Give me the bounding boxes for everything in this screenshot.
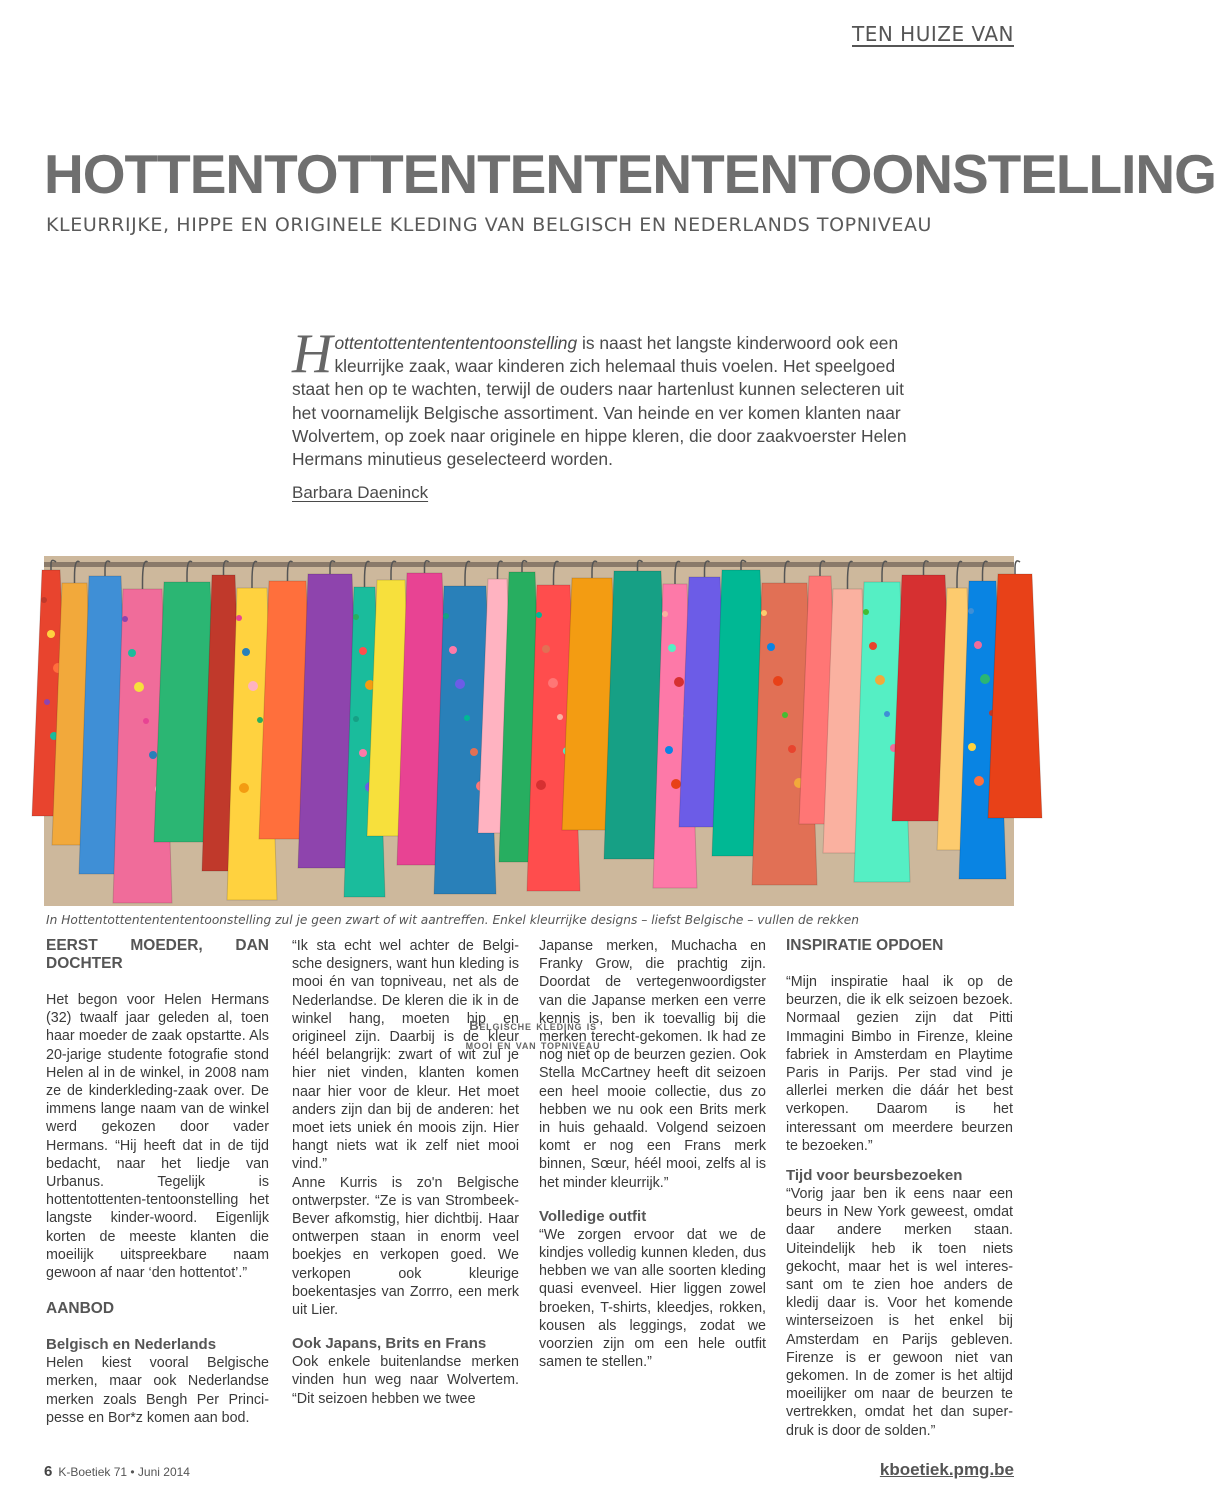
garment-pattern	[875, 675, 885, 685]
rack-rod	[44, 562, 1014, 567]
garment-pattern	[968, 743, 976, 751]
heading-inspiratie: INSPIRATIE OPDOEN	[786, 937, 944, 954]
clothing-rack-photo	[44, 556, 1014, 906]
column-4	[786, 937, 1013, 1440]
col1-paragraph-1: Het begon voor Helen Hermans (32) twaalf jaar geleden al, toen haar moeder de zaak opstartte. Als 20-jarige studente fotografie stond Helen al in de winkel, in 2008 nam ze de kinderkleding-zaak over. De immens lange naam van de winkel werd gekozen door vader Hermans. “Hij heeft dat in de tijd bedacht, naar het liedje van Urbanus. Tegelijk is hottentottenten-tentoonstelling het langste kinder-woord. Eigenlijk korten de meeste klanten die moeilijk uitspreekbare naam gewoon af naar ‘den hottentot’.”	[46, 992, 269, 1282]
drop-cap: H	[292, 323, 333, 385]
garment-pattern	[869, 642, 877, 650]
garment-pattern	[557, 714, 563, 720]
subheading-volledige-outfit: Volledige outfit	[539, 1207, 647, 1225]
garment-pattern	[671, 779, 681, 789]
garment-pattern	[248, 681, 258, 691]
garment-pattern	[863, 609, 869, 615]
garment-pattern	[236, 615, 242, 621]
footer-issue-info	[44, 1463, 190, 1480]
photo-caption: In Hottentottententententoonstelling zul je geen zwart of wit aantreffen. Enkel kleurrijke designs – liefst Belgische – vullen de rekken	[46, 913, 860, 927]
garment-pattern	[455, 679, 465, 689]
garment-pattern	[788, 745, 796, 753]
clothing-rack-illustration	[44, 556, 1014, 906]
garment-pattern	[359, 749, 367, 757]
page-number: 6	[44, 1463, 53, 1480]
col4-paragraph-1: “Mijn inspiratie haal ik op de beurzen, die ik elk seizoen bezoek. Normaal gezien zijn dat Pitti Immagini Bimbo in Firenze, kleine fabriek in Amsterdam en Playtime Paris in Parijs. Per stad vind je allerlei merken die dáár het best verkopen. Daarom is het interessant om meerdere beurzen te bezoeken.”	[786, 974, 1013, 1154]
garment-pattern	[449, 646, 457, 654]
garment-pattern	[674, 677, 684, 687]
garment-pattern	[773, 676, 783, 686]
col2-paragraph-1: “Ik sta echt wel achter de Belgi-sche designers, want hun kleding is mooi én van topniveau, net als de Nederlandse. De kleren die ik in de winkel hang, moeten hip en origineel zijn. Daarbij is de kleur héél belangrijk: zwart of wit zul je hier niet vinden, klanten komen naar hier voor de kleur. Het moet anders zijn dan bij de anderen: het moet iets uniek én moois zijn. Hier hangt niets wat ik zelf niet mooi vind.”	[292, 938, 519, 1173]
col2-paragraph-2: Anne Kurris is zo'n Belgische ontwerpster. “Ze is van Strombeek-Bever afkomstig, hier dichtbij. Haar ontwerpen staan in enorm veel boekjes en verkopen goed. We verkopen ook kleurige boekentasjes van Zorrro, een merk uit Lier.	[292, 1174, 519, 1319]
col4-paragraph-2: “Vorig jaar ben ik eens naar een beurs in New York geweest, omdat daar andere merken staan. Uiteindelijk heb ik toen niets gekocht, maar het is wel interes-sant om te zien hoe anders de kledij daar is. Voor het komende winterseizoen is het enkel bij Amsterdam en Parijs gebleven. Firenze is er gewoon niet van gekomen. In de zomer is het altijd moeilijker om naar de beurzen te vertrekken, omdat het dan super-druk is door de solden.”	[786, 1186, 1013, 1439]
issue-label: K-Boetiek 71 • Juni 2014	[58, 1465, 190, 1479]
col2-paragraph-3: Ook enkele buitenlandse merken vinden hun weg naar Wolvertem. “Dit seizoen hebben we twee	[292, 1354, 519, 1407]
article-title: HOTTENTOTTENTENTENTENTOONSTELLING	[44, 143, 1216, 205]
garment-pattern	[665, 746, 673, 754]
col3-paragraph-1: Japanse merken, Muchacha en Franky Grow, die prachtig zijn. Doordat de vertegenwoordigster van die Japanse merken een verre kennis is, ben ik toevallig bij die merken terecht-gekomen. Ik had ze nog niet op de beurzen gezien. Ook Stella McCartney heeft dit seizoen een heel mooie collectie, dus zo hebben we nu ook een Brits merk in huis gehaald. Volgend seizoen komt er nog een Frans merk binnen, Sœur, héél mooi, zelfs al is het minder kleurrijk.”	[539, 938, 766, 1191]
garment-pattern	[47, 630, 55, 638]
heading-aanbod: AANBOD	[46, 1300, 115, 1318]
garment-pattern	[980, 674, 990, 684]
col3-paragraph-2: “We zorgen ervoor dat we de kindjes volledig kunnen kleden, dus hebben we van alle soorten kleding quasi evenveel. Hier liggen zowel broeken, T-shirts, kleedjes, rokken, kousen als leggings, zodat we voorzien zijn om een hele outfit samen te stellen.”	[539, 1226, 766, 1371]
author-link[interactable]: Barbara Daeninck	[292, 483, 429, 502]
garment-pattern	[548, 678, 558, 688]
subheading-ook-japans: Ook Japans, Brits en Frans	[292, 1335, 487, 1353]
garment-pattern	[542, 645, 550, 653]
article-subtitle: KLEURRIJKE, HIPPE EN ORIGINELE KLEDING VAN BELGISCH EN NEDERLANDS TOPNIVEAU	[46, 214, 933, 236]
website-link[interactable]: kboetiek.pmg.be	[879, 1460, 1014, 1479]
column-2	[292, 937, 519, 1408]
col1-paragraph-2: Helen kiest vooral Belgische merken, maar ook Nederlandse merken zoals Bengh Per Princi-pesse en Bor*z komen aan bod.	[46, 1355, 269, 1426]
garment-pattern	[143, 718, 149, 724]
garment-pattern	[239, 783, 249, 793]
garment-pattern	[662, 611, 668, 617]
garment-pattern	[974, 641, 982, 649]
garment-pattern	[359, 647, 367, 655]
hanger	[1015, 561, 1020, 574]
garment-pattern	[44, 699, 50, 705]
garment-pattern	[968, 608, 974, 614]
article-intro	[292, 323, 932, 471]
garment-pattern	[668, 644, 676, 652]
pull-quote: Belgische kleding is mooi en van topniveau	[465, 1018, 601, 1052]
garment-pattern	[353, 614, 359, 620]
garment-pattern	[242, 648, 250, 656]
garment-pattern	[536, 780, 546, 790]
garment-pattern	[41, 597, 47, 603]
garment-pattern	[122, 616, 128, 622]
garment-pattern	[767, 643, 775, 651]
garment-pattern	[257, 717, 263, 723]
garment-pattern	[134, 682, 144, 692]
heading-eerst-moeder: EERST MOEDER, DAN DOCHTER	[46, 937, 269, 972]
garment-pattern	[884, 711, 890, 717]
intro-text: is naast het langste kinderwoord ook een kleurrijke zaak, waar kinderen zich helemaal thuis voelen. Het speelgoed staat hen op te wachten, terwijl de ouders naar hartenlust kunnen selecteren uit het voornamelijk Belgische assortiment. Van heinde en ver komen klanten naar Wolvertem, op zoek naar originele en hippe kleren, die door zaakvoerster Helen Hermans minutieus geselecteerd worden.	[292, 333, 907, 470]
garment	[988, 574, 1042, 818]
subheading-beursbezoeken: Tijd voor beursbezoeken	[786, 1167, 963, 1185]
section-tag: TEN HUIZE VAN	[852, 22, 1014, 46]
garment-pattern	[974, 776, 984, 786]
garment-pattern	[470, 748, 478, 756]
intro-italic: ottentottententententoonstelling	[334, 333, 578, 353]
garment-pattern	[128, 649, 136, 657]
column-3	[539, 937, 766, 1371]
garment-pattern	[761, 610, 767, 616]
garment-pattern	[782, 712, 788, 718]
garment-pattern	[443, 613, 449, 619]
garment-pattern	[149, 751, 157, 759]
column-1	[46, 937, 269, 1427]
garment-pattern	[464, 715, 470, 721]
garment-pattern	[536, 612, 542, 618]
subheading-belgisch-nederlands: Belgisch en Nederlands	[46, 1336, 217, 1354]
garment-pattern	[353, 716, 359, 722]
